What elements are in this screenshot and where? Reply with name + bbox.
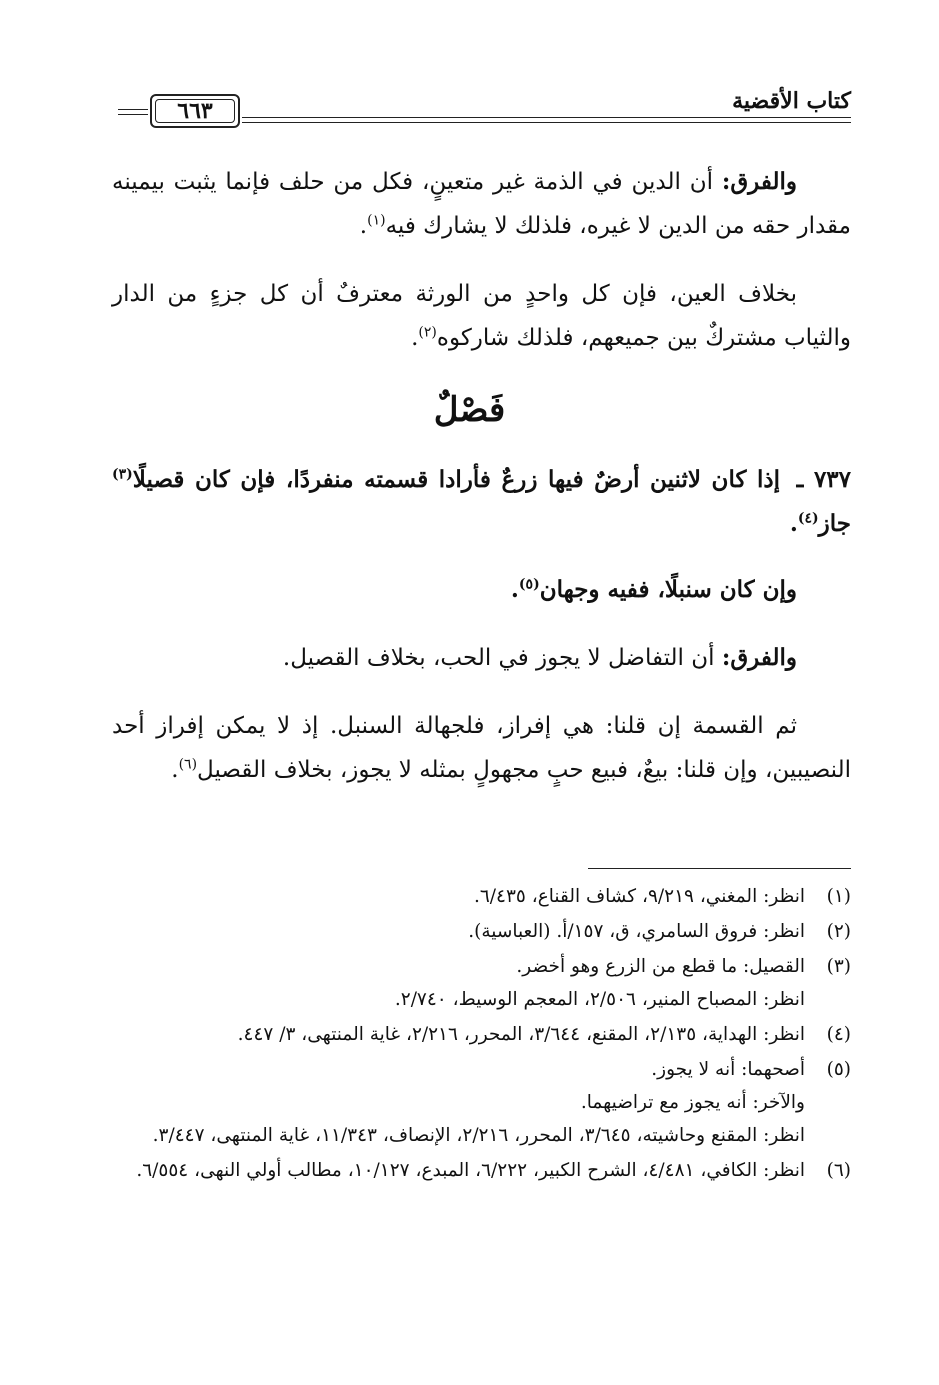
paragraph-text: بخلاف العين، فإن كل واحدٍ من الورثة معترفٌ أن كل جزءٍ من الدار والثياب مشتركٌ بين جميعهم، فلذلك شاركوه <box>112 281 851 351</box>
footnote-ref: (٣) <box>112 466 133 483</box>
footnote-line: انظر: المغني، ٩/٢١٩، كشاف القناع، ٦/٤٣٥. <box>473 886 805 907</box>
running-header <box>118 84 851 132</box>
footnote-number: (٦) <box>826 1160 851 1181</box>
issue-second-case <box>112 568 851 612</box>
issue-text: إذا كان لاثنين أرضٌ فيها زرعٌ فأرادا قسمته منفردًا، فإن كان قصيلًا <box>132 466 781 493</box>
paragraph-difference <box>112 160 851 248</box>
footnote-ref: (٢) <box>418 324 437 341</box>
paragraph-lead: والفرق: <box>721 644 797 671</box>
footnote-text <box>112 1053 805 1152</box>
footnote-separator <box>588 868 851 869</box>
footnote-text <box>112 950 805 1016</box>
footnotes <box>112 880 851 1189</box>
footnote-item <box>112 1053 851 1152</box>
footnote-item <box>112 1154 851 1187</box>
footnote-text <box>112 1018 805 1051</box>
paragraph-text: ثم القسمة إن قلنا: هي إفراز، فلجهالة السنبل. إذ لا يمكن إفراز أحد النصيبين، وإن قلنا: بيعٌ، فبيع حبٍ مجهولٍ بمثله لا يجوز، بخلاف القصيل <box>112 713 851 783</box>
issue-second-text: وإن كان سنبلًا، ففيه وجهان <box>539 576 797 603</box>
footnote-item <box>112 880 851 913</box>
footnote-line: القصيل: ما قطع من الزرع وهو أخضر. <box>516 956 805 977</box>
footnote-line: انظر: المصباح المنير، ٢/٥٠٦، المعجم الوسيط، ٢/٧٤٠. <box>394 989 805 1010</box>
section-heading: فَصْلٌ <box>433 390 506 430</box>
page-number-frame <box>150 94 240 128</box>
footnote-line: انظر: الكافي، ٤/٤٨١، الشرح الكبير، ٦/٢٢٢، المبدع، ١٠/١٢٧، مطالب أولي النهى، ٦/٥٥٤. <box>136 1160 805 1181</box>
book-title: كتاب الأقضية <box>732 88 851 114</box>
paragraph-text: أن التفاضل لا يجوز في الحب، بخلاف القصيل. <box>282 645 722 671</box>
footnote-number: (٤) <box>826 1024 851 1045</box>
header-double-rule-left <box>118 109 148 117</box>
issue-second-end: . <box>510 576 519 603</box>
footnote-ref: (١) <box>367 212 386 229</box>
footnote-number: (٥) <box>826 1059 851 1080</box>
footnote-ref: (٤) <box>797 510 819 527</box>
footnote-text <box>112 915 805 948</box>
paragraph-end: . <box>359 213 368 239</box>
paragraph-text: أن الدين في الذمة غير متعينٍ، فكل من حلف فإنما يثبت بيمينه مقدار حقه من الدين لا غيره، فلذلك لا يشارك فيه <box>112 169 851 239</box>
footnote-number: (٣) <box>826 956 851 977</box>
footnote-line: أصحهما: أنه لا يجوز. <box>651 1059 805 1080</box>
footnote-text <box>112 880 805 913</box>
footnote-ref: (٥) <box>518 576 540 593</box>
issue-text-continued: جاز <box>818 510 851 537</box>
footnote-number: (٢) <box>826 921 851 942</box>
footnote-text <box>112 1154 805 1187</box>
footnote-item <box>112 950 851 1016</box>
paragraph-contrast <box>112 272 851 360</box>
body-text <box>112 160 851 384</box>
paragraph-lead: والفرق: <box>721 168 797 195</box>
footnote-item <box>112 1018 851 1051</box>
issue-statement <box>112 458 851 546</box>
section-body <box>112 458 851 816</box>
paragraph-closing <box>112 704 851 792</box>
footnote-ref: (٦) <box>178 756 198 773</box>
page-number: ٦٦٣ <box>177 98 213 124</box>
paragraph-end: . <box>171 757 179 783</box>
footnote-line: والآخر: أنه يجوز مع تراضيهما. <box>580 1092 805 1113</box>
footnote-line: انظر: المقنع وحاشيته، ٣/٦٤٥، المحرر، ٢/٢١٦، الإنصاف، ١١/٣٤٣، غاية المنتهى، ٣/٤٤٧. <box>152 1125 805 1146</box>
paragraph-difference-2 <box>112 636 851 680</box>
footnote-number: (١) <box>826 886 851 907</box>
paragraph-end: . <box>411 325 419 351</box>
issue-end: . <box>789 510 798 537</box>
issue-number: ٧٣٧ ـ <box>796 466 851 493</box>
footnote-line: انظر: فروق السامري، ق، ١٥٧/أ. (العباسية). <box>468 921 805 942</box>
footnote-line: انظر: الهداية، ٢/١٣٥، المقنع، ٣/٦٤٤، المحرر، ٢/٢١٦، غاية المنتهى، ٣/ ٤٤٧. <box>237 1024 805 1045</box>
header-double-rule <box>242 117 851 125</box>
footnote-item <box>112 915 851 948</box>
